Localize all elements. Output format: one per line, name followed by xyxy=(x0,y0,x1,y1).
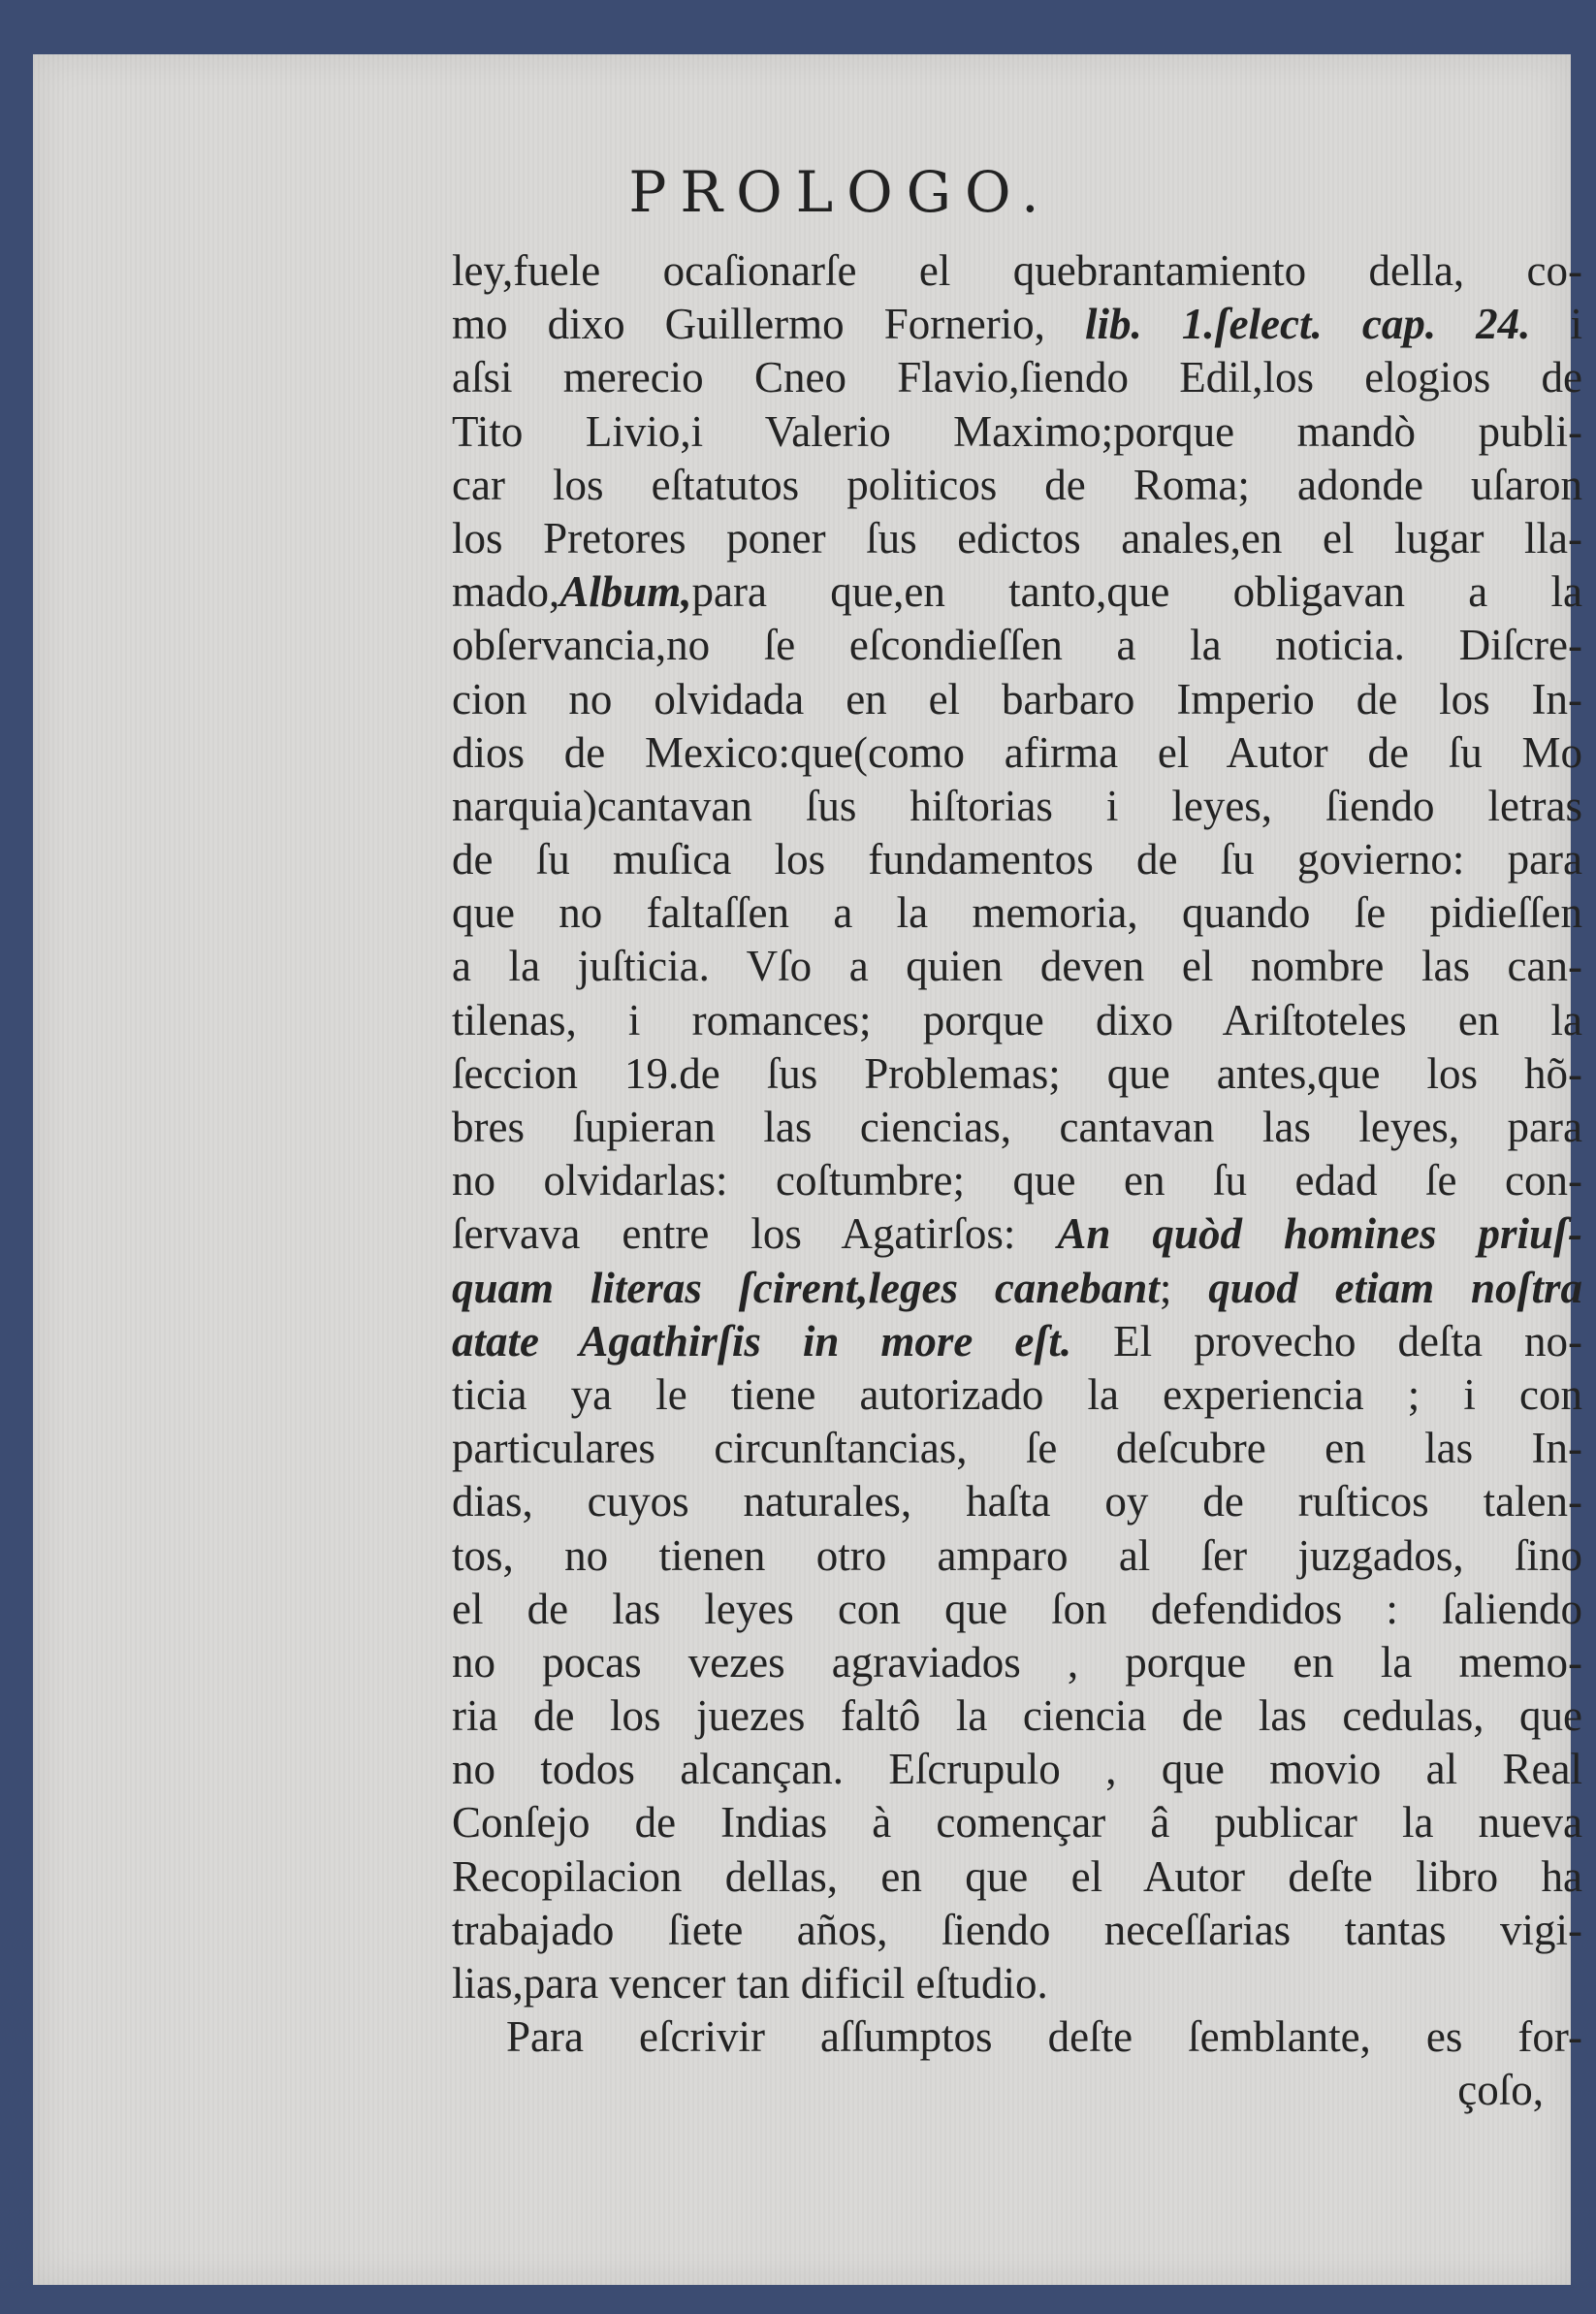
text-line xyxy=(452,1101,1582,1154)
text-segment: bres ſupieran las ciencias, cantavan las leyes, para xyxy=(452,1103,1582,1151)
text-segment: dios de Mexico:que(como afirma el Autor de ſu Mo xyxy=(452,727,1582,777)
body-text xyxy=(452,244,1596,2118)
text-line xyxy=(452,459,1582,512)
text-segment: ria de los juezes faltô la ciencia de las cedulas, que xyxy=(452,1691,1582,1741)
text-line xyxy=(452,244,1582,298)
italic-citation: quam literas ſcirent,leges canebant xyxy=(452,1263,1160,1312)
italic-citation: quod etiam noſtra xyxy=(1208,1263,1582,1312)
text-line xyxy=(452,1154,1582,1207)
text-segment: no olvidarlas: coſtumbre; que en ſu edad ſe con- xyxy=(452,1156,1582,1205)
italic-citation: An quòd homines priuſ- xyxy=(1057,1209,1583,1259)
text-segment: narquia)cantavan ſus hiſtorias i leyes, ſiendo letras xyxy=(452,781,1582,830)
text-segment: ſeccion 19.de ſus Problemas; que antes,que los hõ- xyxy=(452,1048,1582,1098)
text-segment: particulares circunſtancias, ſe deſcubre en las In- xyxy=(452,1424,1582,1473)
text-segment: çoſo, xyxy=(1457,2066,1544,2115)
text-segment: dias, cuyos naturales, haſta oy de ruſticos talen- xyxy=(452,1477,1582,1527)
text-segment: Conſejo de Indias à començar â publicar la nueva xyxy=(452,1798,1582,1848)
text-segment: para que,en tanto,que obligavan a la xyxy=(691,567,1582,617)
text-segment: aſsi merecio Cneo Flavio,ſiendo Edil,los elogios de xyxy=(452,353,1582,402)
text-line xyxy=(452,2010,1582,2064)
text-line xyxy=(452,351,1582,404)
text-segment: ley,fuele ocaſionarſe el quebrantamiento della, co- xyxy=(452,246,1582,295)
text-line xyxy=(452,833,1582,886)
text-segment: car los eſtatutos politicos de Roma; adonde uſaron xyxy=(452,460,1582,509)
catchword xyxy=(452,2064,1582,2117)
text-line xyxy=(452,1368,1582,1422)
page-heading: PROLOGO. xyxy=(628,159,1053,225)
text-line xyxy=(452,1529,1582,1583)
text-segment: trabajado ſiete años, ſiendo neceſſarias tantas vigi- xyxy=(452,1905,1582,1954)
text-line xyxy=(452,780,1582,833)
text-line xyxy=(452,1583,1582,1636)
text-line xyxy=(452,1957,1582,2010)
text-segment: tilenas, i romances; porque dixo Ariſtoteles en la xyxy=(452,995,1582,1045)
text-line xyxy=(452,298,1582,351)
text-line xyxy=(452,726,1582,780)
text-line xyxy=(452,1047,1582,1101)
text-segment: a la juſticia. Vſo a quien deven el nombre las can- xyxy=(452,942,1582,991)
text-segment: mado, xyxy=(452,567,560,617)
text-segment: i xyxy=(1530,300,1582,349)
text-segment: no pocas vezes agraviados , porque en la memo- xyxy=(452,1637,1582,1687)
text-line xyxy=(452,405,1582,459)
text-line xyxy=(452,1904,1582,1957)
italic-citation: Album, xyxy=(559,567,692,617)
text-segment: tos, no tienen otro amparo al ſer juzgados, ſino xyxy=(452,1530,1582,1580)
text-line xyxy=(452,673,1582,726)
text-segment: ticia ya le tiene autorizado la experiencia ; i con xyxy=(452,1369,1582,1419)
text-segment: Recopilacion dellas, en que el Autor deſte libro ha xyxy=(452,1851,1582,1901)
text-segment: lias,para vencer tan dificil eſtudio. xyxy=(452,1959,1048,2008)
text-segment: de ſu muſica los fundamentos de ſu govierno: para xyxy=(452,835,1582,884)
text-segment: los Pretores poner ſus edictos anales,en el lugar lla- xyxy=(452,513,1582,562)
text-line xyxy=(452,940,1582,993)
text-segment: Para eſcrivir aſſumptos deſte ſemblante, es for- xyxy=(506,2012,1582,2062)
text-line xyxy=(452,512,1582,565)
text-segment: el de las leyes con que ſon defendidos : ſaliendo xyxy=(452,1584,1582,1633)
text-line xyxy=(452,1475,1582,1528)
text-segment: mo dixo Guillermo Fornerio, xyxy=(452,300,1086,349)
text-segment: obſervancia,no ſe eſcondieſſen a la noticia. Diſcre- xyxy=(452,621,1582,670)
text-segment: no todos alcançan. Eſcrupulo , que movio al Real xyxy=(452,1745,1582,1794)
text-segment: ſervava entre los Agatirſos: xyxy=(452,1209,1058,1259)
text-line xyxy=(452,1743,1582,1796)
text-line xyxy=(452,1636,1582,1689)
text-segment: Tito Livio,i Valerio Maximo;porque mandò publi- xyxy=(452,406,1582,456)
text-line xyxy=(452,994,1582,1047)
italic-citation: lib. 1.ſelect. cap. 24. xyxy=(1085,300,1531,349)
book-page xyxy=(33,54,1583,2285)
text-line xyxy=(452,619,1582,672)
text-line xyxy=(452,1262,1582,1315)
text-line xyxy=(452,1422,1582,1475)
text-line xyxy=(452,1207,1582,1261)
text-line xyxy=(452,1689,1582,1743)
text-line xyxy=(452,1315,1582,1368)
text-segment: cion no olvidada en el barbaro Imperio de los In- xyxy=(452,674,1582,723)
text-line xyxy=(452,1796,1582,1849)
text-line xyxy=(452,1850,1582,1904)
text-line xyxy=(452,565,1582,619)
text-segment: El provecho deſta no- xyxy=(1071,1316,1582,1366)
text-segment: que no faltaſſen a la memoria, quando ſe pidieſſen xyxy=(452,888,1582,938)
italic-citation: atate Agathirſis in more eſt. xyxy=(452,1316,1072,1366)
text-segment: ; xyxy=(1159,1263,1209,1312)
text-line xyxy=(452,886,1582,940)
